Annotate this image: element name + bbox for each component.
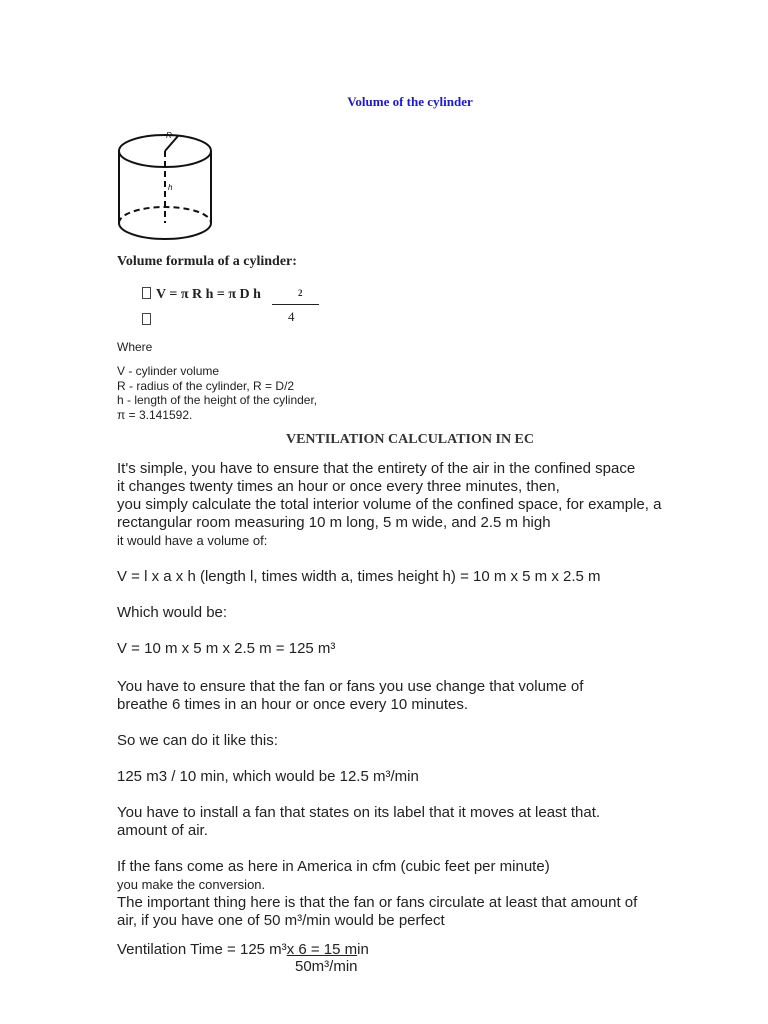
fraction-line	[272, 304, 319, 305]
definition-item: R - radius of the cylinder, R = D/2	[117, 378, 295, 393]
formula-main	[142, 287, 261, 303]
square-glyph-icon	[142, 287, 151, 299]
paragraph-line: you simply calculate the total interior volume of the confined space, for example, a	[117, 496, 662, 513]
paragraph-line: breathe 6 times in an hour or once every 10 minutes.	[117, 696, 469, 713]
paragraph-line: You have to install a fan that states on its label that it moves at least that.	[117, 804, 601, 821]
definition-item: h - length of the height of the cylinder,	[117, 393, 318, 408]
paragraph-line: The important thing here is that the fan or fans circulate at least that amount of	[117, 894, 638, 911]
ventilation-time-suffix: in	[357, 941, 369, 958]
so-we-line: So we can do it like this:	[117, 732, 278, 749]
paragraph-line: If the fans come as here in America in cfm (cubic feet per minute)	[117, 858, 550, 875]
ventilation-time-denominator: 50m³/min	[295, 958, 358, 975]
volume-formula: V = l x a x h (length l, times width a, times height h) = 10 m x 5 m x 2.5 m	[117, 568, 601, 585]
which-would-be: Which would be:	[117, 604, 228, 621]
definitions-list	[117, 364, 317, 423]
ventilation-time	[117, 941, 369, 959]
section-heading: VENTILATION CALCULATION IN EC	[285, 432, 535, 447]
cfm-paragraph	[117, 858, 637, 930]
formula-heading: Volume formula of a cylinder:	[117, 254, 297, 269]
formula-denominator: 4	[288, 309, 295, 324]
paragraph-line: It's simple, you have to ensure that the entirety of the air in the confined space	[117, 460, 636, 477]
fan-paragraph	[117, 678, 583, 714]
paragraph-line: it changes twenty times an hour or once every three minutes, then,	[117, 478, 560, 495]
ventilation-time-prefix: Ventilation Time = 125 m³	[117, 941, 287, 958]
rate-line: 125 m3 / 10 min, which would be 12.5 m³/min	[117, 768, 419, 785]
volume-result: V = 10 m x 5 m x 2.5 m = 125 m³	[117, 640, 336, 657]
formula-text: V = π R h = π D h	[156, 287, 261, 302]
cylinder-diagram	[112, 126, 216, 248]
height-label: h	[168, 183, 173, 192]
definition-item: π = 3.141592.	[117, 408, 193, 423]
paragraph-line: You have to ensure that the fan or fans you use change that volume of	[117, 678, 584, 695]
ventilation-time-underlined: x 6 = 15 m	[286, 941, 358, 958]
paragraph-line: amount of air.	[117, 822, 208, 839]
paragraph-line: it would have a volume of:	[117, 533, 268, 548]
paragraph-line: air, if you have one of 50 m³/min would be perfect	[117, 912, 445, 929]
square-glyph-icon	[142, 311, 156, 329]
page-title: Volume of the cylinder	[347, 94, 473, 109]
paragraph-line: you make the conversion.	[117, 877, 266, 892]
radius-label: R	[166, 131, 172, 140]
formula-exponent: 2	[298, 288, 303, 298]
intro-paragraph	[117, 460, 661, 550]
paragraph-line: rectangular room measuring 10 m long, 5 m wide, and 2.5 m high	[117, 514, 551, 531]
install-paragraph	[117, 804, 600, 840]
definition-item: V - cylinder volume	[117, 364, 220, 378]
where-label: Where	[117, 340, 153, 354]
